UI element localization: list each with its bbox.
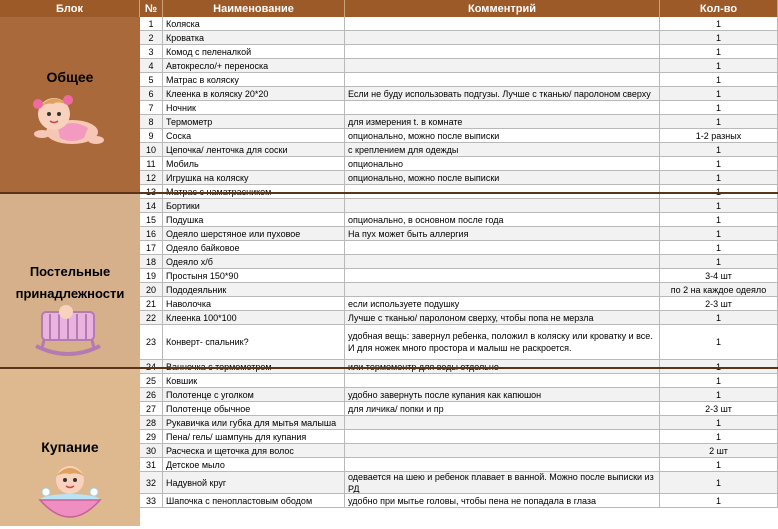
item-name[interactable]: Полотенце с уголком bbox=[163, 388, 345, 402]
crawling-baby-icon bbox=[28, 88, 108, 155]
item-name[interactable]: Простыня 150*90 bbox=[163, 269, 345, 283]
table-row[interactable] bbox=[140, 199, 778, 213]
item-quantity[interactable]: 1 bbox=[660, 374, 778, 388]
item-name[interactable]: Термометр bbox=[163, 115, 345, 129]
row-number[interactable]: 17 bbox=[140, 241, 163, 255]
table-row[interactable] bbox=[140, 269, 778, 283]
item-comment[interactable]: Если не буду использовать подгузы. Лучше с тканью/ паролоном сверху bbox=[345, 87, 660, 101]
item-quantity[interactable]: 1 bbox=[660, 59, 778, 73]
col-header-block[interactable]: Блок bbox=[0, 0, 140, 17]
item-comment[interactable] bbox=[345, 17, 660, 31]
item-name[interactable]: Ночник bbox=[163, 101, 345, 115]
item-comment[interactable]: если используете подушку bbox=[345, 297, 660, 311]
row-number[interactable]: 28 bbox=[140, 416, 163, 430]
item-quantity[interactable]: 2 шт bbox=[660, 444, 778, 458]
item-quantity[interactable]: 1 bbox=[660, 416, 778, 430]
item-comment[interactable]: опционально, можно после выписки bbox=[345, 171, 660, 185]
row-number[interactable]: 1 bbox=[140, 17, 163, 31]
row-number[interactable]: 19 bbox=[140, 269, 163, 283]
row-number[interactable]: 12 bbox=[140, 171, 163, 185]
table-row[interactable] bbox=[140, 73, 778, 87]
row-number[interactable]: 26 bbox=[140, 388, 163, 402]
item-name[interactable]: Расческа и щеточка для волос bbox=[163, 444, 345, 458]
row-number[interactable]: 21 bbox=[140, 297, 163, 311]
item-quantity[interactable]: 1 bbox=[660, 311, 778, 325]
item-name[interactable]: Наволочка bbox=[163, 297, 345, 311]
item-quantity[interactable]: 1 bbox=[660, 87, 778, 101]
col-header-comment[interactable]: Комментрий bbox=[345, 0, 660, 17]
table-row[interactable] bbox=[140, 101, 778, 115]
block-label-bedding-1: Постельные bbox=[29, 264, 111, 279]
item-quantity[interactable]: 1 bbox=[660, 171, 778, 185]
row-number[interactable]: 11 bbox=[140, 157, 163, 171]
item-name[interactable]: Пододеяльник bbox=[163, 283, 345, 297]
col-header-name[interactable]: Наименование bbox=[163, 0, 345, 17]
item-name[interactable]: Подушка bbox=[163, 213, 345, 227]
row-number[interactable]: 30 bbox=[140, 444, 163, 458]
row-number[interactable]: 31 bbox=[140, 458, 163, 472]
table-row[interactable] bbox=[140, 472, 778, 494]
item-comment[interactable] bbox=[345, 444, 660, 458]
table-row[interactable] bbox=[140, 241, 778, 255]
item-comment[interactable] bbox=[345, 31, 660, 45]
item-name[interactable]: Кроватка bbox=[163, 31, 345, 45]
item-name[interactable]: Детское мыло bbox=[163, 458, 345, 472]
item-quantity[interactable]: 1 bbox=[660, 143, 778, 157]
item-name[interactable]: Клеенка 100*100 bbox=[163, 311, 345, 325]
item-quantity[interactable]: 1 bbox=[660, 73, 778, 87]
item-name[interactable]: Ковшик bbox=[163, 374, 345, 388]
item-name[interactable]: Мобиль bbox=[163, 157, 345, 171]
item-quantity[interactable]: 1 bbox=[660, 115, 778, 129]
row-number[interactable]: 25 bbox=[140, 374, 163, 388]
item-name[interactable]: Игрушка на коляску bbox=[163, 171, 345, 185]
table-row[interactable] bbox=[140, 143, 778, 157]
row-number[interactable]: 7 bbox=[140, 101, 163, 115]
item-name[interactable]: Матрас в коляску bbox=[163, 73, 345, 87]
row-number[interactable]: 8 bbox=[140, 115, 163, 129]
item-name[interactable]: Одеяло шерстяное или пуховое bbox=[163, 227, 345, 241]
table-row[interactable] bbox=[140, 283, 778, 297]
row-number[interactable]: 23 bbox=[140, 325, 163, 360]
item-quantity[interactable]: 1 bbox=[660, 325, 778, 360]
row-number[interactable]: 27 bbox=[140, 402, 163, 416]
table-row[interactable] bbox=[140, 87, 778, 101]
item-quantity[interactable]: 1 bbox=[660, 472, 778, 494]
item-comment[interactable] bbox=[345, 73, 660, 87]
item-quantity[interactable]: 1 bbox=[660, 157, 778, 171]
item-comment[interactable] bbox=[345, 269, 660, 283]
row-number[interactable]: 2 bbox=[140, 31, 163, 45]
block-label-bedding-2: принадлежности bbox=[15, 286, 125, 301]
row-number[interactable]: 14 bbox=[140, 199, 163, 213]
table-row[interactable] bbox=[140, 17, 778, 31]
item-name[interactable]: Рукавичка или губка для мытья малыша bbox=[163, 416, 345, 430]
item-name[interactable]: Автокресло/+ переноска bbox=[163, 59, 345, 73]
item-name[interactable]: Шапочка с пенопластовым ободом bbox=[163, 494, 345, 508]
block-label-bath: Купание bbox=[41, 439, 99, 455]
table-row[interactable] bbox=[140, 402, 778, 416]
row-number[interactable]: 9 bbox=[140, 129, 163, 143]
table-row[interactable] bbox=[140, 416, 778, 430]
item-comment[interactable] bbox=[345, 241, 660, 255]
item-comment[interactable] bbox=[345, 101, 660, 115]
item-name[interactable]: Соска bbox=[163, 129, 345, 143]
item-quantity[interactable]: 1 bbox=[660, 430, 778, 444]
item-comment[interactable]: опционально, можно после выписки bbox=[345, 129, 660, 143]
table-row[interactable] bbox=[140, 227, 778, 241]
row-number[interactable]: 15 bbox=[140, 213, 163, 227]
item-comment[interactable]: с креплением для одежды bbox=[345, 143, 660, 157]
row-number[interactable]: 6 bbox=[140, 87, 163, 101]
block-label-general: Общее bbox=[46, 69, 94, 85]
item-comment[interactable]: удобно при мытье головы, чтобы пена не попадала в глаза bbox=[345, 494, 660, 508]
block-divider bbox=[0, 192, 778, 194]
item-comment[interactable]: для личика/ попки и пр bbox=[345, 402, 660, 416]
item-comment[interactable] bbox=[345, 255, 660, 269]
item-comment[interactable]: одевается на шею и ребенок плавает в ванной. Можно после выписки из РД bbox=[345, 472, 660, 494]
row-number[interactable]: 22 bbox=[140, 311, 163, 325]
item-quantity[interactable]: 1 bbox=[660, 458, 778, 472]
col-header-num[interactable]: № bbox=[140, 0, 163, 17]
item-comment[interactable]: На пух может быть аллергия bbox=[345, 227, 660, 241]
item-name[interactable]: Конверт- спальник? bbox=[163, 325, 345, 360]
item-name[interactable]: Бортики bbox=[163, 199, 345, 213]
item-quantity[interactable]: 1 bbox=[660, 241, 778, 255]
item-quantity[interactable]: 1-2 разных bbox=[660, 129, 778, 143]
item-comment[interactable] bbox=[345, 283, 660, 297]
item-comment[interactable] bbox=[345, 458, 660, 472]
item-comment[interactable]: для измерения t. в комнате bbox=[345, 115, 660, 129]
block-divider bbox=[0, 367, 778, 369]
row-number[interactable]: 33 bbox=[140, 494, 163, 508]
item-quantity[interactable]: 1 bbox=[660, 213, 778, 227]
table-row[interactable] bbox=[140, 430, 778, 444]
item-comment[interactable] bbox=[345, 374, 660, 388]
item-name[interactable]: Клеенка в коляску 20*20 bbox=[163, 87, 345, 101]
item-quantity[interactable]: 1 bbox=[660, 31, 778, 45]
col-header-qty[interactable]: Кол-во bbox=[660, 0, 778, 17]
row-number[interactable]: 5 bbox=[140, 73, 163, 87]
item-name[interactable]: Коляска bbox=[163, 17, 345, 31]
row-number[interactable]: 20 bbox=[140, 283, 163, 297]
item-quantity[interactable]: 1 bbox=[660, 388, 778, 402]
item-comment[interactable] bbox=[345, 430, 660, 444]
table-row[interactable] bbox=[140, 157, 778, 171]
item-name[interactable]: Полотенце обычное bbox=[163, 402, 345, 416]
table-row[interactable] bbox=[140, 59, 778, 73]
item-name[interactable]: Цепочка/ ленточка для соски bbox=[163, 143, 345, 157]
table-row[interactable] bbox=[140, 129, 778, 143]
item-comment[interactable]: удобная вещь: завернул ребенка, положил в коляску или кроватку и все. И для ножек много простора и малыш не раскроется. bbox=[345, 325, 660, 360]
item-comment[interactable] bbox=[345, 45, 660, 59]
item-name[interactable]: Комод с пеленалкой bbox=[163, 45, 345, 59]
item-quantity[interactable]: 1 bbox=[660, 45, 778, 59]
item-comment[interactable]: удобно завернуть после купания как капюшон bbox=[345, 388, 660, 402]
item-comment[interactable]: опционально, в основном после года bbox=[345, 213, 660, 227]
table-row[interactable] bbox=[140, 255, 778, 269]
table-row[interactable] bbox=[140, 115, 778, 129]
row-number[interactable]: 18 bbox=[140, 255, 163, 269]
item-comment[interactable] bbox=[345, 59, 660, 73]
table-row[interactable] bbox=[140, 388, 778, 402]
bathing-baby-icon bbox=[32, 462, 108, 529]
table-row[interactable] bbox=[140, 297, 778, 311]
item-comment[interactable] bbox=[345, 199, 660, 213]
table-row[interactable] bbox=[140, 444, 778, 458]
item-name[interactable]: Одеяло байковое bbox=[163, 241, 345, 255]
item-name[interactable]: Пена/ гель/ шампунь для купания bbox=[163, 430, 345, 444]
item-quantity[interactable]: по 2 на каждое одеяло bbox=[660, 283, 778, 297]
item-comment[interactable] bbox=[345, 416, 660, 430]
table-row[interactable] bbox=[140, 31, 778, 45]
item-quantity[interactable]: 2-3 шт bbox=[660, 297, 778, 311]
item-quantity[interactable]: 1 bbox=[660, 255, 778, 269]
item-name[interactable]: Одеяло х/б bbox=[163, 255, 345, 269]
row-number[interactable]: 3 bbox=[140, 45, 163, 59]
table-row[interactable] bbox=[140, 374, 778, 388]
item-quantity[interactable]: 1 bbox=[660, 101, 778, 115]
row-number[interactable]: 29 bbox=[140, 430, 163, 444]
row-number[interactable]: 4 bbox=[140, 59, 163, 73]
item-name[interactable]: Надувной круг bbox=[163, 472, 345, 494]
table-row[interactable] bbox=[140, 45, 778, 59]
row-number[interactable]: 16 bbox=[140, 227, 163, 241]
table-row[interactable] bbox=[140, 311, 778, 325]
item-quantity[interactable]: 1 bbox=[660, 494, 778, 508]
table-row[interactable] bbox=[140, 494, 778, 508]
item-quantity[interactable]: 1 bbox=[660, 199, 778, 213]
table-row[interactable] bbox=[140, 213, 778, 227]
row-number[interactable]: 10 bbox=[140, 143, 163, 157]
row-number[interactable]: 32 bbox=[140, 472, 163, 494]
table-row[interactable] bbox=[140, 458, 778, 472]
item-quantity[interactable]: 1 bbox=[660, 17, 778, 31]
item-comment[interactable]: Лучше с тканью/ паролоном сверху, чтобы попа не мерзла bbox=[345, 311, 660, 325]
item-quantity[interactable]: 1 bbox=[660, 227, 778, 241]
baby-crib-icon bbox=[30, 302, 106, 369]
item-comment[interactable]: опционально bbox=[345, 157, 660, 171]
item-quantity[interactable]: 3-4 шт bbox=[660, 269, 778, 283]
table-row[interactable] bbox=[140, 325, 778, 360]
item-quantity[interactable]: 2-3 шт bbox=[660, 402, 778, 416]
table-row[interactable] bbox=[140, 171, 778, 185]
